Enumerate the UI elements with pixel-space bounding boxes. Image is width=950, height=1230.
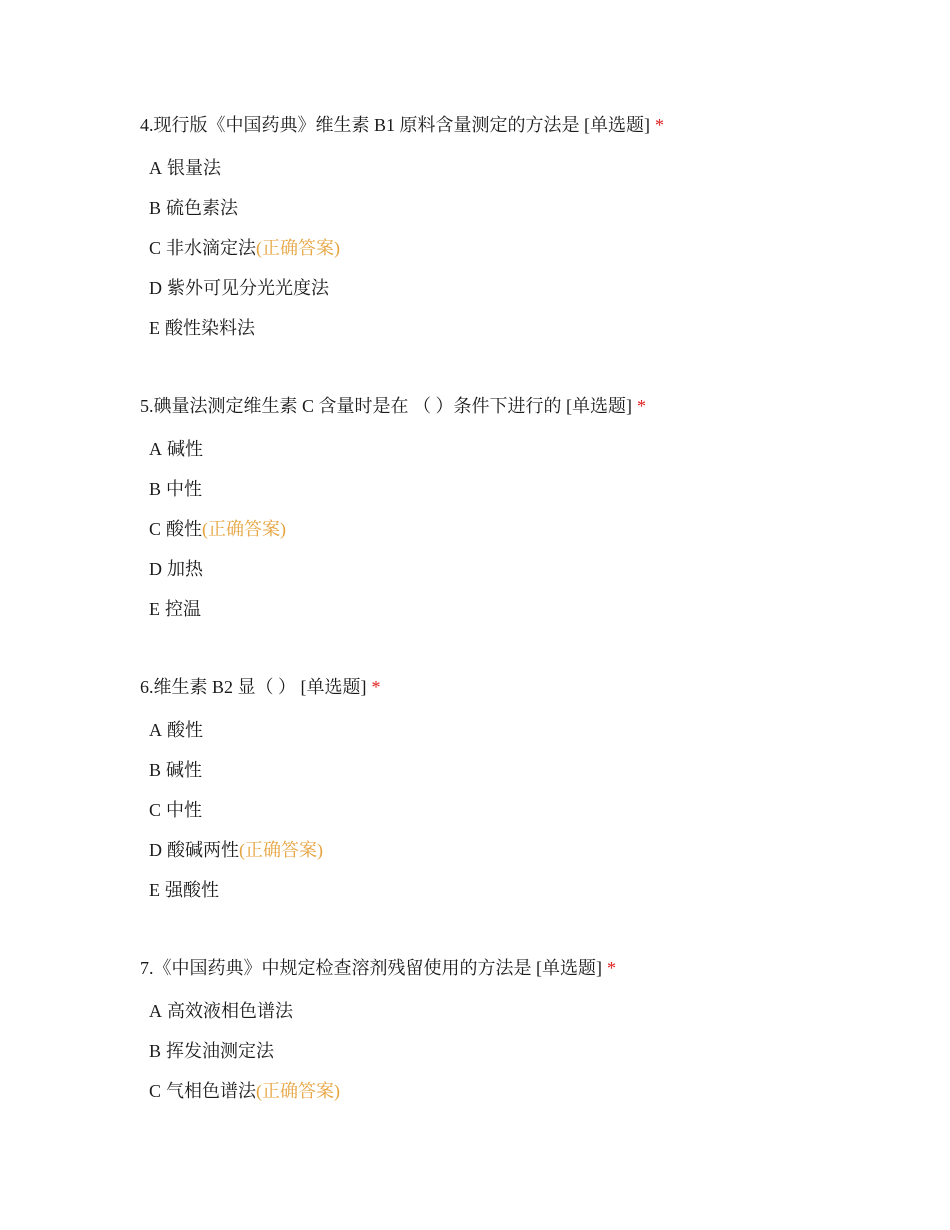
option-text: 紫外可见分光光度法 <box>167 278 329 298</box>
option-letter: A <box>149 439 162 459</box>
question-text: 7.《中国药典》中规定检查溶剂残留使用的方法是 [单选题] <box>140 958 602 978</box>
quiz-page <box>140 108 920 1152</box>
option-letter: A <box>149 720 162 740</box>
required-mark: * <box>655 115 664 135</box>
option-c[interactable] <box>140 228 920 268</box>
option-text: 硫色素法 <box>166 198 239 218</box>
option-letter: C <box>149 238 162 258</box>
correct-answer-tag: (正确答案) <box>202 519 287 539</box>
option-text: 挥发油测定法 <box>166 1041 275 1061</box>
option-text: 非水滴定法 <box>166 238 257 258</box>
option-letter: E <box>149 318 160 338</box>
option-e[interactable] <box>140 589 920 629</box>
required-mark: * <box>637 396 646 416</box>
question-4 <box>140 108 920 348</box>
option-letter: D <box>149 278 162 298</box>
question-text: 4.现行版《中国药典》维生素 B1 原料含量测定的方法是 [单选题] <box>140 115 650 135</box>
option-letter: A <box>149 158 162 178</box>
option-text: 碱性 <box>166 760 203 780</box>
option-text: 中性 <box>166 800 203 820</box>
option-text: 碱性 <box>167 439 203 459</box>
question-5 <box>140 389 920 629</box>
option-text: 酸性 <box>166 519 203 539</box>
option-c[interactable] <box>140 1071 920 1111</box>
question-title <box>140 389 920 423</box>
option-text: 酸碱两性 <box>167 840 239 860</box>
required-mark: * <box>607 958 616 978</box>
option-letter: C <box>149 800 162 820</box>
option-text: 酸性染料法 <box>165 318 255 338</box>
option-a[interactable] <box>140 991 920 1031</box>
option-letter: A <box>149 1001 162 1021</box>
option-b[interactable] <box>140 469 920 509</box>
option-d[interactable] <box>140 268 920 308</box>
option-b[interactable] <box>140 750 920 790</box>
option-text: 强酸性 <box>165 880 219 900</box>
option-text: 控温 <box>165 599 201 619</box>
option-c[interactable] <box>140 509 920 549</box>
option-text: 加热 <box>167 559 203 579</box>
option-a[interactable] <box>140 148 920 188</box>
option-text: 高效液相色谱法 <box>167 1001 293 1021</box>
question-title <box>140 951 920 985</box>
option-letter: D <box>149 559 162 579</box>
option-letter: C <box>149 519 162 539</box>
option-letter: B <box>149 479 162 499</box>
option-d[interactable] <box>140 830 920 870</box>
option-letter: B <box>149 198 162 218</box>
option-e[interactable] <box>140 308 920 348</box>
option-b[interactable] <box>140 1031 920 1071</box>
option-e[interactable] <box>140 870 920 910</box>
correct-answer-tag: (正确答案) <box>256 1081 341 1101</box>
option-text: 酸性 <box>167 720 203 740</box>
question-title <box>140 670 920 704</box>
option-letter: C <box>149 1081 162 1101</box>
question-7 <box>140 951 920 1111</box>
option-letter: E <box>149 880 160 900</box>
correct-answer-tag: (正确答案) <box>256 238 341 258</box>
option-text: 气相色谱法 <box>166 1081 257 1101</box>
option-letter: D <box>149 840 162 860</box>
question-6 <box>140 670 920 910</box>
option-d[interactable] <box>140 549 920 589</box>
option-a[interactable] <box>140 710 920 750</box>
option-letter: B <box>149 760 162 780</box>
correct-answer-tag: (正确答案) <box>239 840 323 860</box>
option-letter: B <box>149 1041 162 1061</box>
required-mark: * <box>371 677 381 697</box>
option-letter: E <box>149 599 160 619</box>
option-c[interactable] <box>140 790 920 830</box>
question-title <box>140 108 920 142</box>
option-text: 中性 <box>166 479 203 499</box>
option-a[interactable] <box>140 429 920 469</box>
option-text: 银量法 <box>167 158 221 178</box>
option-b[interactable] <box>140 188 920 228</box>
question-text: 5.碘量法测定维生素 C 含量时是在 （ ）条件下进行的 [单选题] <box>140 396 632 416</box>
question-text: 6.维生素 B2 显（ ） [单选题] <box>140 677 367 697</box>
